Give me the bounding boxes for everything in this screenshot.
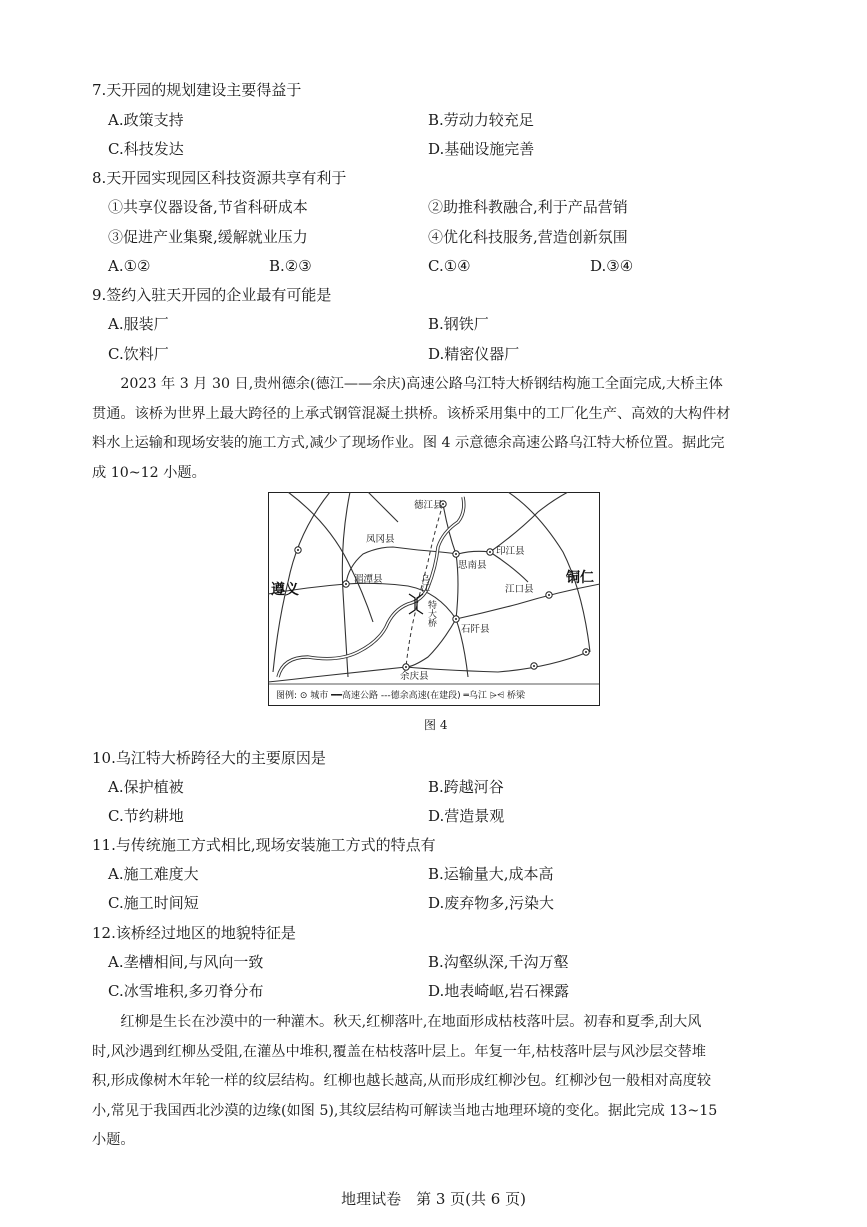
- label-sinan: 思南县: [458, 560, 487, 571]
- page-footer: 地理试卷 第 3 页(共 6 页): [341, 1190, 526, 1208]
- q7-option-a: A.政策支持: [108, 111, 184, 129]
- label-jiangkou: 江口县: [505, 584, 534, 595]
- label-tongren: 铜仁: [566, 570, 594, 586]
- q11-option-d: D.废弃物多,污染大: [428, 894, 555, 912]
- q11-option-c: C.施工时间短: [108, 894, 199, 912]
- label-meitan: 湄潭县: [354, 574, 383, 585]
- figure-4-map: [268, 492, 600, 706]
- map-legend: 图例: ⊙ 城市 ━━高速公路 ‑‑‑德余高速(在建段) ═乌江 ⩥⩤ 桥梁: [276, 691, 526, 701]
- q8-statement-2: ②助推科教融合,利于产品营销: [428, 198, 628, 216]
- q10-option-c: C.节约耕地: [108, 807, 184, 825]
- q9-option-c: C.饮料厂: [108, 345, 169, 363]
- q8-statement-4: ④优化科技服务,营造创新氛围: [428, 228, 628, 246]
- q8-option-c: C.①④: [428, 257, 471, 275]
- label-bridge: 特大桥: [426, 600, 436, 627]
- figure-4-caption: 图 4: [424, 718, 448, 732]
- q12-option-d: D.地表崎岖,岩石裸露: [428, 982, 570, 1000]
- q11-option-b: B.运输量大,成本高: [428, 865, 554, 883]
- passage-tamarisk-line-4: 小,常见于我国西北沙漠的边缘(如图 5),其纹层结构可解读当地古地理环境的变化。据此完成 13~15: [92, 1102, 718, 1119]
- label-zunyi: 遵义: [271, 582, 299, 598]
- q8-statement-3: ③促进产业集聚,缓解就业压力: [108, 228, 308, 246]
- q12-option-b: B.沟壑纵深,千沟万壑: [428, 953, 569, 971]
- q9-option-b: B.钢铁厂: [428, 315, 489, 333]
- passage-bridge: [92, 370, 782, 488]
- q7-stem: 7.天开园的规划建设主要得益于: [92, 81, 302, 99]
- map-frame: [269, 493, 600, 706]
- label-yuqing: 余庆县: [400, 671, 429, 682]
- q12-option-c: C.冰雪堆积,多刃脊分布: [108, 982, 264, 1000]
- q9-option-a: A.服装厂: [108, 315, 169, 333]
- q8-option-a: A.①②: [108, 257, 151, 275]
- label-fenggang: 凤冈县: [366, 534, 395, 545]
- passage-bridge-line-1: 2023 年 3 月 30 日,贵州德余(德江——余庆)高速公路乌江特大桥钢结构施工全面完成,大桥主体: [120, 376, 723, 392]
- q10-option-d: D.营造景观: [428, 807, 505, 825]
- q11-option-a: A.施工难度大: [108, 865, 199, 883]
- q8-statement-1: ①共享仪器设备,节省科研成本: [108, 198, 308, 216]
- passage-tamarisk-line-1: 红柳是生长在沙漠中的一种灌木。秋天,红柳落叶,在地面形成枯枝落叶层。初春和夏季,刮大风: [120, 1014, 702, 1030]
- q9-option-d: D.精密仪器厂: [428, 345, 520, 363]
- passage-bridge-line-3: 料水上运输和现场安装的施工方式,减少了现场作业。图 4 示意德余高速公路乌江特大桥位置。据此完: [92, 435, 725, 451]
- passage-bridge-line-2: 贯通。该桥为世界上最大跨径的上承式钢管混凝土拱桥。该桥采用集中的工厂化生产、高效的大构件材: [92, 405, 731, 422]
- q7-option-b: B.劳动力较充足: [428, 111, 534, 129]
- label-wujiang: 乌江: [419, 574, 429, 592]
- q10-option-b: B.跨越河谷: [428, 778, 504, 796]
- q10-option-a: A.保护植被: [108, 778, 184, 796]
- q7-option-c: C.科技发达: [108, 140, 184, 158]
- label-shiqian: 石阡县: [461, 624, 490, 635]
- label-yinjiang: 印江县: [496, 546, 525, 557]
- q8-option-d: D.③④: [590, 257, 634, 275]
- q8-option-b: B.②③: [269, 257, 312, 275]
- q7-option-d: D.基础设施完善: [428, 140, 535, 158]
- passage-tamarisk-line-3: 积,形成像树木年轮一样的纹层结构。红柳也越长越高,从而形成红柳沙包。红柳沙包一般相对高度较: [92, 1073, 712, 1089]
- passage-bridge-line-4: 成 10~12 小题。: [92, 464, 206, 481]
- q9-stem: 9.签约入驻天开园的企业最有可能是: [92, 286, 332, 304]
- q12-stem: 12.该桥经过地区的地貌特征是: [92, 924, 296, 942]
- passage-tamarisk: [92, 1008, 782, 1156]
- passage-tamarisk-line-2: 时,风沙遇到红柳丛受阻,在灌丛中堆积,覆盖在枯枝落叶层上。年复一年,枯枝落叶层与风沙层交替堆: [92, 1043, 706, 1060]
- q12-option-a: A.垄槽相间,与风向一致: [108, 953, 264, 971]
- q8-stem: 8.天开园实现园区科技资源共享有利于: [92, 169, 347, 187]
- q11-stem: 11.与传统施工方式相比,现场安装施工方式的特点有: [92, 836, 436, 854]
- label-dejiang: 德江县: [414, 500, 443, 511]
- q10-stem: 10.乌江特大桥跨径大的主要原因是: [92, 749, 326, 767]
- passage-tamarisk-line-5: 小题。: [92, 1132, 135, 1148]
